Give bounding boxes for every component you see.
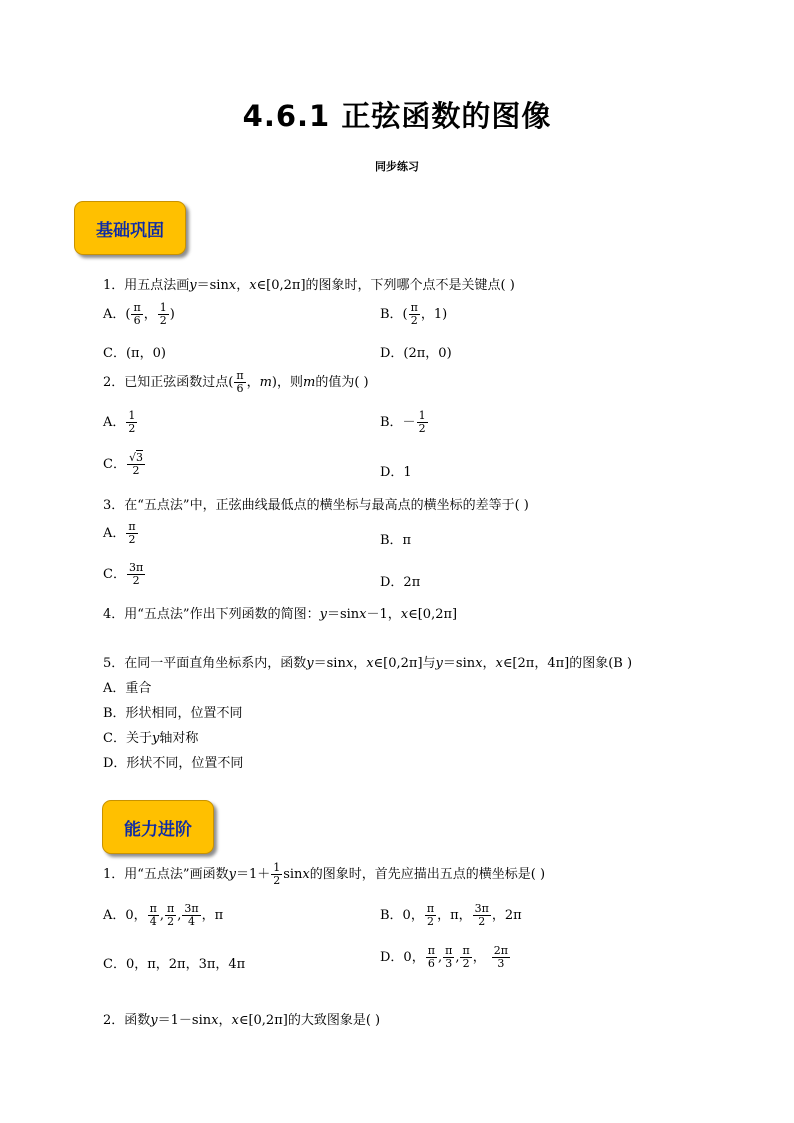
question-5-stem: 5．在同一平面直角坐标系内，函数y＝sinx，x∈[0,2π]与y＝sinx，x∈[2π，4π]的图象(B ) [103, 656, 633, 671]
question-3-option-c: C． $\frac{3\pi}{2}$ [103, 561, 144, 587]
advanced-question-1-option-c: C．0，π，2π，3π，4π [103, 957, 246, 972]
section-badge-basic [74, 201, 186, 255]
question-2-option-b: B．－ $\frac{1}{2}$ [380, 409, 426, 435]
question-1-option-d: D．(2π，0) [380, 346, 452, 361]
page-title: 4.6.1 正弦函数的图像 [242, 99, 552, 133]
question-4-stem: 4．用“五点法”作出下列函数的简图：y＝sinx－1，x∈[0,2π] [103, 607, 458, 622]
advanced-question-1-option-b: B．0， $\frac{\pi}{2}$ ，π， $\frac{3\pi}{2}$ ，2π [380, 902, 522, 928]
page-subtitle: 同步练习 [375, 160, 419, 173]
question-5-option-d: D．形状不同，位置不同 [103, 756, 244, 771]
question-1-option-a: A．( $\frac{\pi}{6}$ ， $\frac{1}{2}$ ) [103, 301, 175, 327]
question-2-stem: 2．已知正弦函数过点( $\frac{\pi}{6}$ ，m)，则m的值为( ) [103, 369, 369, 395]
question-1-option-c: C．(π，0) [103, 346, 166, 361]
advanced-question-1-option-d: D．0， $\frac{\pi}{6}$ , $\frac{\pi}{3}$ , $\frac{\pi}{2}$ ， $\frac{2\pi}{3}$ [380, 944, 508, 970]
question-3-stem: 3．在“五点法”中，正弦曲线最低点的横坐标与最高点的横坐标的差等于( ) [103, 498, 529, 513]
question-5-option-b: B．形状相同，位置不同 [103, 706, 243, 721]
question-1-option-b: B．( $\frac{\pi}{2}$ ，1) [380, 301, 448, 327]
section-badge-label: 基础巩固 [96, 220, 164, 241]
section-badge-advanced [102, 800, 214, 854]
question-2-option-d: D．1 [380, 465, 412, 480]
advanced-question-1-option-a: A．0， $\frac{\pi}{4}$ , $\frac{\pi}{2}$ , $\frac{3\pi}{4}$ ，π [103, 902, 224, 928]
section-badge-label: 能力进阶 [124, 819, 192, 840]
question-5-option-c: C．关于y轴对称 [103, 731, 199, 746]
question-1-stem: 1．用五点法画y＝sinx，x∈[0,2π]的图象时，下列哪个点不是关键点( ) [103, 278, 515, 293]
advanced-question-1-stem: 1．用“五点法”画函数y＝1＋ $\frac{1}{2}$ sinx的图象时，首先应描出五点的横坐标是( ) [103, 861, 546, 887]
question-5-option-a: A．重合 [103, 681, 152, 696]
question-3-option-b: B．π [380, 533, 412, 548]
question-2-option-c: C． $\frac{√3}{2}$ [103, 451, 143, 477]
question-3-option-d: D．2π [380, 575, 421, 590]
advanced-question-2-stem: 2．函数y＝1－sinx，x∈[0,2π]的大致图象是( ) [103, 1013, 381, 1028]
question-2-option-a: A． $\frac{1}{2}$ [103, 409, 136, 435]
question-3-option-a: A． $\frac{\pi}{2}$ [103, 520, 136, 546]
